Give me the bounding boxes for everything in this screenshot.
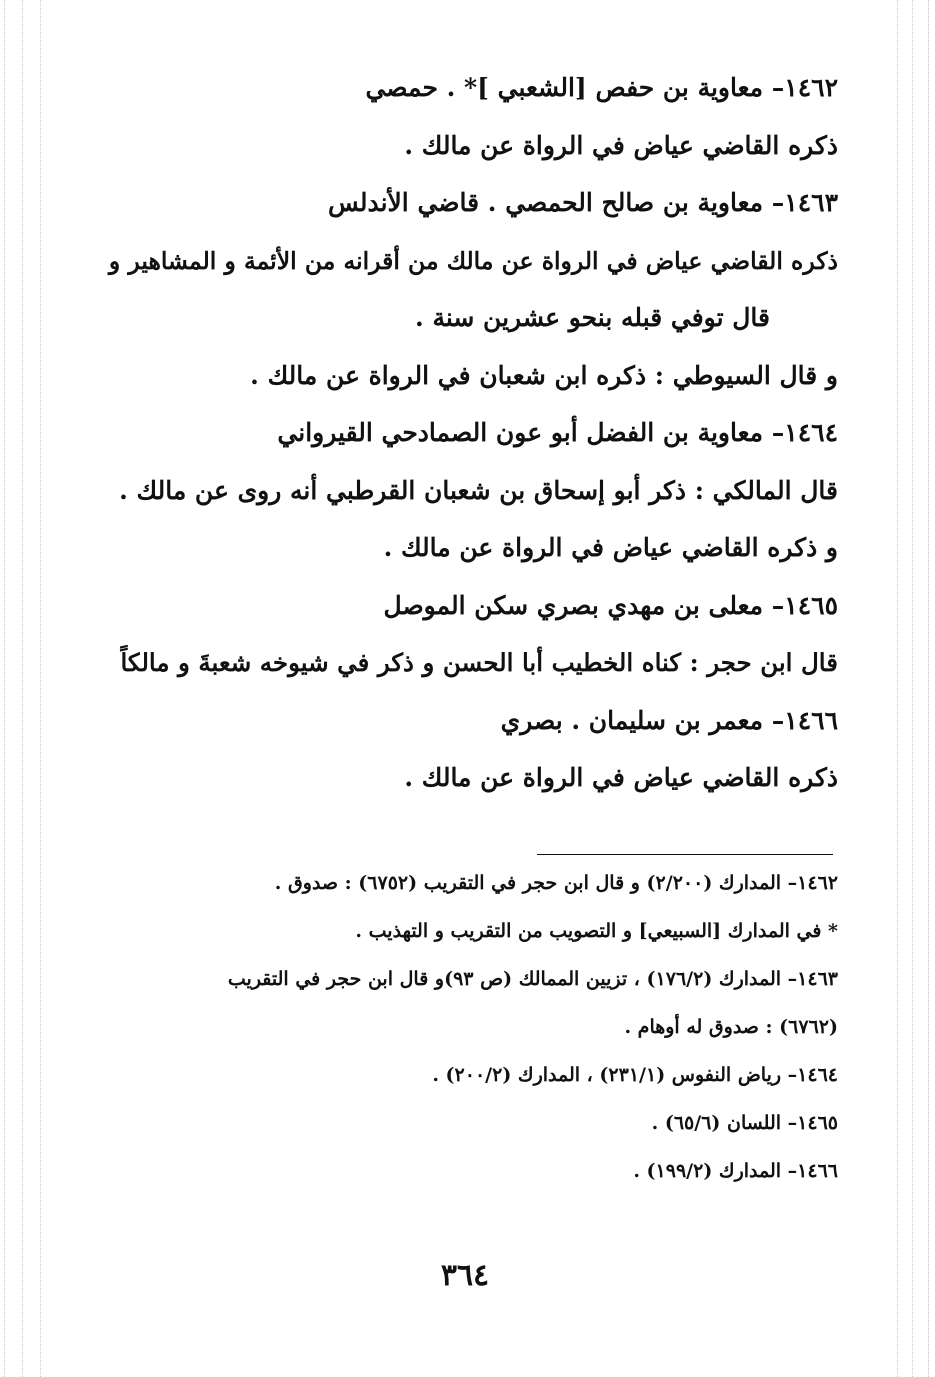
entry-text: و قال السيوطي : ذكره ابن شعبان في الرواة عن مالك .: [250, 360, 838, 390]
entry-text: ذكره القاضي عياض في الرواة عن مالك .: [404, 763, 838, 792]
scan-margin-line: [897, 0, 898, 1377]
page-number: ٣٦٤: [440, 1258, 490, 1293]
footnote-1463: ١٤٦٣– المدارك (١٧٦/٢) ، تزيين الممالك (ص ٩٣)و قال ابن حجر في التقريب: [227, 968, 838, 990]
entry-heading-1462: ١٤٦٢– معاوية بن حفص [الشعبي ]* . حمصي: [365, 73, 838, 102]
footnote-1463-continued: (٦٧٦٢) : صدوق له أوهام .: [624, 1016, 838, 1038]
footnote-separator: [537, 854, 833, 855]
footnote-1466: ١٤٦٦– المدارك (١٩٩/٢) .: [633, 1160, 838, 1182]
scan-margin-line: [40, 0, 41, 1377]
entry-heading-1465: ١٤٦٥– معلى بن مهدي بصري سكن الموصل: [383, 590, 838, 620]
footnote-1462: ١٤٦٢– المدارك (٢/٢٠٠) و قال ابن حجر في التقريب (٦٧٥٢) : صدوق .: [274, 872, 838, 894]
scan-margin-line: [22, 0, 23, 1377]
scan-margin-line: [4, 0, 5, 1377]
entry-text: قال المالكي : ذكر أبو إسحاق بن شعبان القرطبي أنه روى عن مالك .: [119, 475, 838, 505]
entry-text: قال توفي قبله بنحو عشرين سنة .: [415, 303, 770, 332]
main-text: [108, 68, 838, 816]
scan-margin-line: [912, 0, 913, 1377]
entry-text: ذكره القاضي عياض في الرواة عن مالك .: [404, 130, 838, 160]
footnote-1465: ١٤٦٥– اللسان (٦٥/٦) .: [651, 1112, 838, 1134]
scan-margin-line: [928, 0, 929, 1377]
entry-heading-1463: ١٤٦٣– معاوية بن صالح الحمصي . قاضي الأندلس: [327, 188, 838, 217]
entry-text: ذكره القاضي عياض في الرواة عن مالك من أقرانه من الأئمة و المشاهير و: [108, 246, 838, 275]
entry-heading-1466: ١٤٦٦– معمر بن سليمان . بصري: [500, 705, 838, 735]
footnote-asterisk: * في المدارك [السبيعي] و التصويب من التقريب و التهذيب .: [355, 920, 838, 942]
footnote-1464: ١٤٦٤– رياض النفوس (٢٣١/١) ، المدارك (٢٠٠/٢) .: [432, 1064, 838, 1086]
entry-text: قال ابن حجر : كناه الخطيب أبا الحسن و ذكر في شيوخه شعبةَ و مالكاً: [120, 648, 838, 677]
entry-heading-1464: ١٤٦٤– معاوية بن الفضل أبو عون الصمادحي القيرواني: [277, 418, 838, 447]
entry-text: و ذكره القاضي عياض في الرواة عن مالك .: [383, 533, 838, 562]
footnotes: [108, 866, 838, 1202]
